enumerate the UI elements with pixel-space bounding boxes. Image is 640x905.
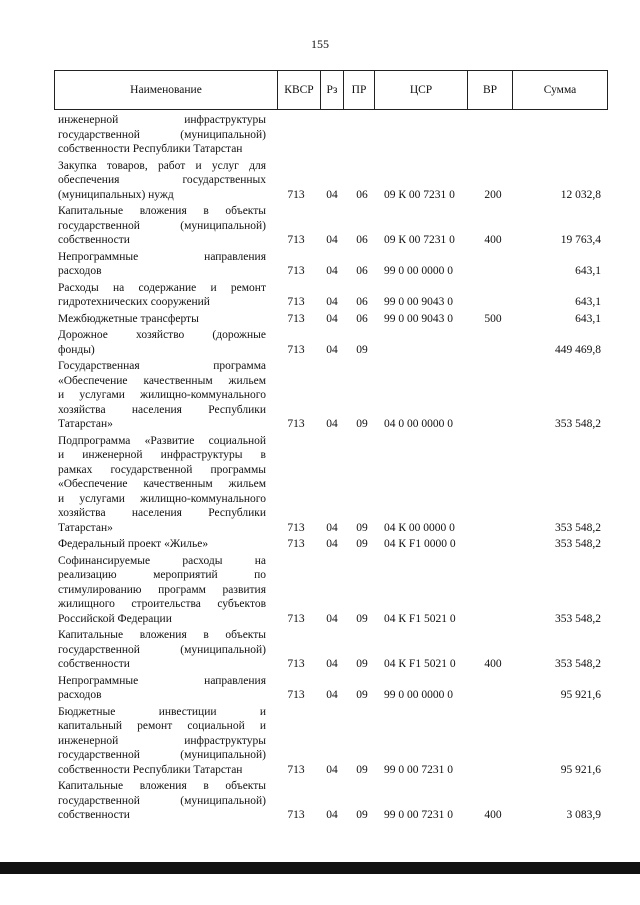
cell-csr: 04 К 00 0000 0 xyxy=(384,521,455,534)
cell-pr: 06 xyxy=(356,312,368,325)
cell-pr: 09 xyxy=(356,658,368,670)
row-values xyxy=(0,343,640,358)
cell-sum: 3 083,9 xyxy=(566,809,601,821)
row-name-line: «Обеспечение качественным жильем xyxy=(58,478,266,490)
cell-kvsr: 713 xyxy=(287,538,305,550)
cell-rz: 04 xyxy=(326,538,338,550)
table-row xyxy=(0,537,640,552)
cell-kvsr: 713 xyxy=(287,418,305,430)
cell-rz: 04 xyxy=(326,188,338,201)
header-sum: Сумма xyxy=(543,84,577,96)
row-name-line: Капитальные вложения в объекты xyxy=(58,629,266,641)
row-values xyxy=(0,521,640,536)
row-values xyxy=(0,264,640,279)
cell-sum: 353 548,2 xyxy=(555,612,601,625)
row-name-line: капитальный ремонт социальной и xyxy=(58,720,266,732)
cell-sum: 95 921,6 xyxy=(560,763,601,776)
row-name-line: государственной (муниципальной) xyxy=(58,643,266,656)
cell-kvsr: 713 xyxy=(287,188,305,201)
cell-sum: 353 548,2 xyxy=(555,418,601,430)
cell-pr: 06 xyxy=(356,188,368,201)
row-name-line: Дорожное хозяйство (дорожные xyxy=(58,329,266,341)
cell-pr: 06 xyxy=(356,265,368,277)
row-name-line: жилищного строительства субъектов xyxy=(58,598,266,610)
row-name-line: собственности Республики Татарстан xyxy=(58,143,243,155)
cell-csr: 09 К 00 7231 0 xyxy=(384,188,455,201)
cell-csr: 04 К F1 5021 0 xyxy=(384,612,456,625)
cell-kvsr: 713 xyxy=(287,809,305,821)
row-values xyxy=(0,188,640,203)
row-values xyxy=(0,763,640,778)
row-name-line: Российской Федерации xyxy=(58,612,172,625)
row-name-line: Татарстан» xyxy=(58,521,113,534)
cell-kvsr: 713 xyxy=(287,343,305,356)
cell-csr: 09 К 00 7231 0 xyxy=(384,234,455,246)
cell-vr: 200 xyxy=(484,188,502,201)
row-name-line: фонды) xyxy=(58,343,95,356)
cell-pr: 09 xyxy=(356,418,368,430)
row-name-line: Непрограммные направления xyxy=(58,674,266,687)
cell-sum: 643,1 xyxy=(575,312,601,325)
row-name-line: расходов xyxy=(58,689,102,701)
row-name-line: Капитальные вложения в объекты xyxy=(58,780,266,792)
row-name-line: и услугами жилищно-коммунального xyxy=(58,492,266,505)
cell-vr: 400 xyxy=(484,234,502,246)
row-name-line: Подпрограмма «Развитие социальной xyxy=(58,434,266,447)
row-name-line: Татарстан» xyxy=(58,418,113,430)
table-row xyxy=(0,434,640,536)
cell-pr: 09 xyxy=(356,612,368,625)
row-values xyxy=(0,688,640,703)
cell-pr: 06 xyxy=(356,234,368,246)
cell-pr: 09 xyxy=(356,538,368,550)
row-name-line: Федеральный проект «Жилье» xyxy=(58,538,209,550)
header-name: Наименование xyxy=(130,84,202,96)
row-name-line: расходов xyxy=(58,265,102,277)
cell-csr: 04 К F1 5021 0 xyxy=(384,658,456,670)
header-csr: ЦСР xyxy=(409,84,433,96)
row-name-line: Закупка товаров, работ и услуг для xyxy=(58,159,266,172)
cell-rz: 04 xyxy=(326,521,338,534)
row-name-line: и инженерной инфраструктуры в xyxy=(58,449,266,461)
cell-rz: 04 xyxy=(326,296,338,308)
cell-vr: 400 xyxy=(484,658,502,670)
cell-vr: 400 xyxy=(484,809,502,821)
row-values xyxy=(0,295,640,310)
cell-pr: 09 xyxy=(356,689,368,701)
cell-kvsr: 713 xyxy=(287,296,305,308)
row-values xyxy=(0,612,640,627)
cell-rz: 04 xyxy=(326,612,338,625)
cell-rz: 04 xyxy=(326,234,338,246)
row-values xyxy=(0,417,640,432)
cell-sum: 449 469,8 xyxy=(555,343,601,356)
cell-csr: 04 К F1 0000 0 xyxy=(384,538,456,550)
header-vr: ВР xyxy=(482,84,498,96)
row-name-line: Расходы на содержание и ремонт xyxy=(58,281,266,294)
header-kvsr: КВСР xyxy=(284,84,314,96)
table-row xyxy=(0,281,640,310)
row-values xyxy=(0,312,640,327)
cell-kvsr: 713 xyxy=(287,658,305,670)
cell-kvsr: 713 xyxy=(287,312,305,325)
cell-sum: 353 548,2 xyxy=(555,538,601,550)
cell-sum: 643,1 xyxy=(575,265,601,277)
cell-pr: 09 xyxy=(356,809,368,821)
cell-rz: 04 xyxy=(326,689,338,701)
cell-pr: 09 xyxy=(356,521,368,534)
row-name-line: гидротехнических сооружений xyxy=(58,296,210,308)
cell-sum: 12 032,8 xyxy=(560,188,601,201)
row-values xyxy=(0,808,640,823)
table-row xyxy=(0,628,640,672)
row-name-line: собственности xyxy=(58,234,130,246)
cell-csr: 04 0 00 0000 0 xyxy=(384,418,453,430)
scan-bottom-edge xyxy=(0,862,640,874)
table-row xyxy=(0,250,640,279)
cell-csr: 99 0 00 9043 0 xyxy=(384,312,453,325)
row-name-line: и услугами жилищно-коммунального xyxy=(58,389,266,401)
table-row xyxy=(0,113,640,157)
row-name-line: государственной (муниципальной) xyxy=(58,794,266,807)
cell-rz: 04 xyxy=(326,343,338,356)
row-name-line: государственной (муниципальной) xyxy=(58,219,266,232)
row-values xyxy=(0,657,640,672)
row-values xyxy=(0,537,640,552)
row-name-line: государственной (муниципальной) xyxy=(58,128,266,141)
cell-sum: 353 548,2 xyxy=(555,521,601,534)
cell-csr: 99 0 00 7231 0 xyxy=(384,763,453,776)
cell-rz: 04 xyxy=(326,418,338,430)
row-name-line: государственной (муниципальной) xyxy=(58,749,266,761)
cell-kvsr: 713 xyxy=(287,612,305,625)
cell-csr: 99 0 00 9043 0 xyxy=(384,296,453,308)
row-name-line: собственности xyxy=(58,809,130,821)
cell-pr: 06 xyxy=(356,296,368,308)
row-name-line: инженерной инфраструктуры xyxy=(58,734,266,747)
row-name-line: Бюджетные инвестиции и xyxy=(58,705,266,718)
table-row xyxy=(0,328,640,357)
cell-rz: 04 xyxy=(326,658,338,670)
row-name-line: Софинансируемые расходы на xyxy=(58,554,266,567)
row-name-line: Межбюджетные трансферты xyxy=(58,312,199,325)
row-name-line: обеспечения государственных xyxy=(58,174,266,186)
table-row xyxy=(0,359,640,432)
cell-csr: 99 0 00 0000 0 xyxy=(384,689,453,701)
cell-sum: 19 763,4 xyxy=(560,234,601,246)
table-row xyxy=(0,779,640,823)
row-name-line: (муниципальных) нужд xyxy=(58,188,174,201)
cell-sum: 643,1 xyxy=(575,296,601,308)
cell-pr: 09 xyxy=(356,763,368,776)
row-values xyxy=(0,142,640,157)
table-header xyxy=(54,70,608,110)
table-row xyxy=(0,674,640,703)
table-row xyxy=(0,204,640,248)
row-name-line: инженерной инфраструктуры xyxy=(58,114,266,126)
cell-rz: 04 xyxy=(326,809,338,821)
cell-kvsr: 713 xyxy=(287,234,305,246)
row-name-line: Непрограммные направления xyxy=(58,250,266,263)
page-number: 155 xyxy=(311,37,329,51)
row-name-line: рамках государственной программы xyxy=(58,463,266,476)
table-row xyxy=(0,705,640,778)
cell-sum: 353 548,2 xyxy=(555,658,601,670)
row-name-line: стимулированию программ развития xyxy=(58,583,266,596)
row-name-line: собственности xyxy=(58,658,130,670)
cell-csr: 99 0 00 7231 0 xyxy=(384,809,453,821)
cell-rz: 04 xyxy=(326,312,338,325)
row-name-line: «Обеспечение качественным жильем xyxy=(58,374,266,387)
header-rz: Рз xyxy=(326,84,338,96)
row-name-line: хозяйства населения Республики xyxy=(58,403,266,416)
header-pr: ПР xyxy=(351,84,367,96)
cell-kvsr: 713 xyxy=(287,763,305,776)
cell-rz: 04 xyxy=(326,265,338,277)
row-name-line: реализацию мероприятий по xyxy=(58,569,266,581)
table-row xyxy=(0,554,640,627)
cell-kvsr: 713 xyxy=(287,689,305,701)
table-row xyxy=(0,312,640,327)
cell-csr: 99 0 00 0000 0 xyxy=(384,265,453,277)
cell-sum: 95 921,6 xyxy=(560,689,601,701)
table-row xyxy=(0,159,640,203)
cell-pr: 09 xyxy=(356,343,368,356)
row-name-line: собственности Республики Татарстан xyxy=(58,763,243,776)
row-name-line: Государственная программа xyxy=(58,360,266,372)
row-values xyxy=(0,233,640,248)
row-name-line: Капитальные вложения в объекты xyxy=(58,205,266,217)
cell-rz: 04 xyxy=(326,763,338,776)
row-name-line: хозяйства населения Республики xyxy=(58,507,266,519)
cell-kvsr: 713 xyxy=(287,265,305,277)
cell-vr: 500 xyxy=(484,312,502,325)
cell-kvsr: 713 xyxy=(287,521,305,534)
